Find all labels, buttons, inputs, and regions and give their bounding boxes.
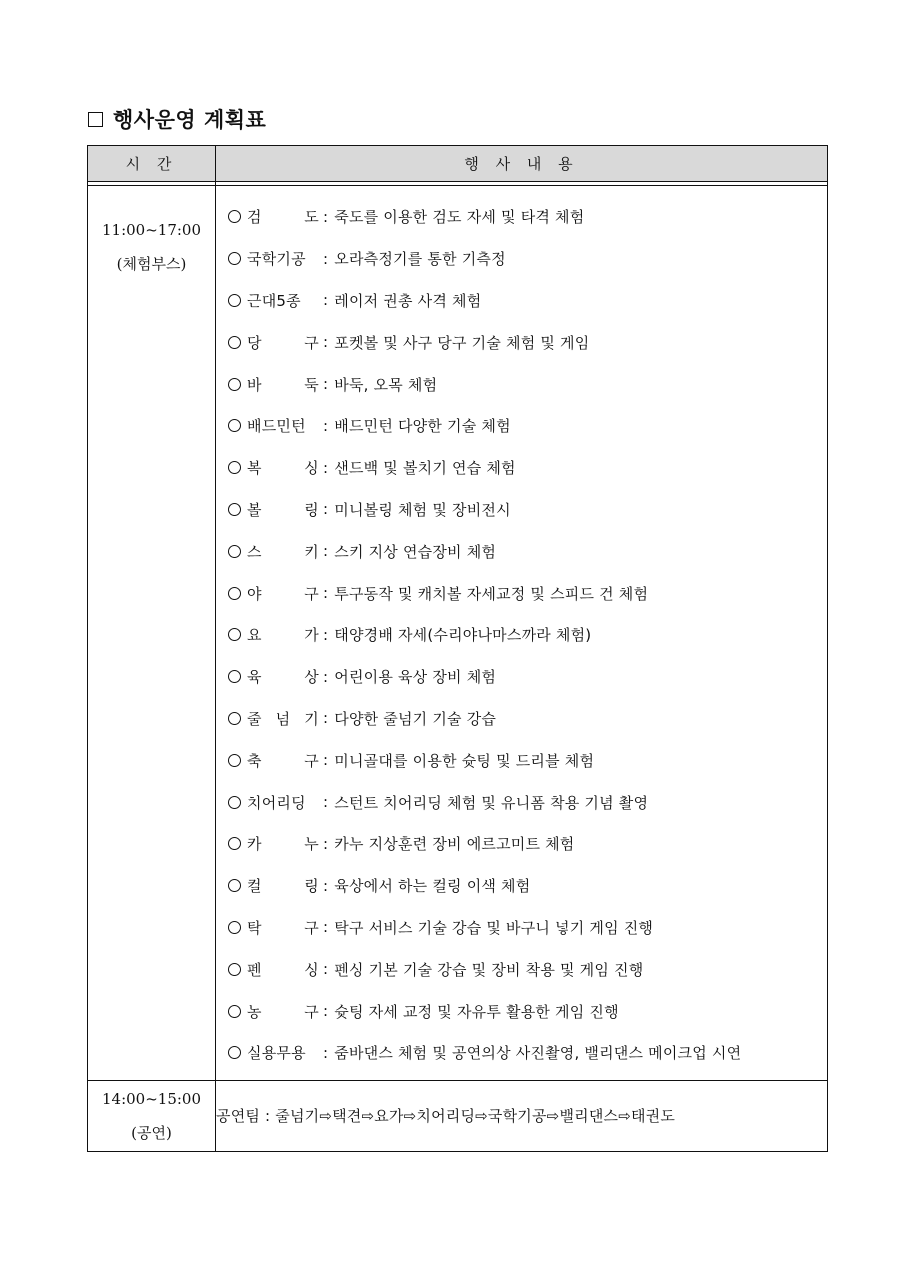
checkbox-square-icon: [88, 112, 103, 127]
circle-bullet-icon: [228, 503, 241, 516]
booth-name: 스 키: [247, 542, 319, 561]
booth-description: 스키 지상 연습장비 체험: [334, 542, 497, 561]
booth-description: 배드민턴 다양한 기술 체험: [334, 417, 511, 436]
circle-bullet-icon: [228, 796, 241, 809]
separator: :: [323, 1002, 329, 1021]
circle-bullet-icon: [228, 712, 241, 725]
separator: :: [323, 751, 329, 770]
circle-bullet-icon: [228, 545, 241, 558]
booth-description: 샌드백 및 볼치기 연습 체험: [334, 459, 516, 478]
separator: :: [323, 625, 329, 644]
list-item: [228, 614, 827, 656]
circle-bullet-icon: [228, 294, 241, 307]
booth-name: 요 가: [247, 626, 319, 645]
list-item: [228, 280, 827, 322]
header-time: 시 간: [88, 146, 216, 182]
booth-description: 줌바댄스 체험 및 공연의상 사진촬영, 밸리댄스 메이크업 시연: [334, 1044, 742, 1063]
booth-content-cell: [216, 186, 827, 1081]
booth-description: 바둑, 오목 체험: [334, 375, 438, 394]
booth-description: 태양경배 자세(수리야나마스까라 체험): [334, 626, 592, 645]
booth-description: 투구동작 및 캐치볼 자세교정 및 스피드 건 체험: [334, 584, 649, 603]
separator: :: [323, 709, 329, 728]
booth-description: 슛팅 자세 교정 및 자유투 활용한 게임 진행: [334, 1002, 619, 1021]
booth-name: 농 구: [247, 1002, 319, 1021]
separator: :: [323, 416, 329, 435]
booth-row: [88, 186, 827, 1081]
title-text: 행사운영 계획표: [113, 108, 267, 132]
list-item: [228, 489, 827, 531]
booth-description: 포켓볼 및 사구 당구 기술 체험 및 게임: [334, 333, 590, 352]
list-item: [228, 907, 827, 949]
booth-name: 축 구: [247, 751, 319, 770]
booth-name: 펜 싱: [247, 960, 319, 979]
booth-description: 스턴트 치어리딩 체험 및 유니폼 착용 기념 촬영: [334, 793, 649, 812]
separator: :: [323, 458, 329, 477]
circle-bullet-icon: [228, 1005, 241, 1018]
list-item: [228, 656, 827, 698]
booth-description: 레이저 권총 사격 체험: [334, 291, 482, 310]
list-item: [228, 447, 827, 489]
separator: :: [323, 542, 329, 561]
booth-name: 국학기공: [247, 250, 306, 269]
list-item: [228, 781, 827, 823]
list-item: [228, 948, 827, 990]
circle-bullet-icon: [228, 754, 241, 767]
separator: :: [323, 834, 329, 853]
list-item: [228, 698, 827, 740]
booth-description: 오라측정기를 통한 기측정: [334, 250, 506, 269]
booth-name: 검 도: [247, 208, 319, 227]
performance-row: [88, 1081, 827, 1151]
table-header-row: [88, 146, 827, 182]
separator: :: [323, 667, 329, 686]
circle-bullet-icon: [228, 628, 241, 641]
performance-time-label: (공연): [131, 1123, 172, 1142]
separator: :: [323, 333, 329, 352]
separator: :: [323, 500, 329, 519]
circle-bullet-icon: [228, 837, 241, 850]
list-item: [228, 196, 827, 238]
performance-time-cell: [88, 1081, 216, 1151]
booth-description: 죽도를 이용한 검도 자세 및 타격 체험: [334, 208, 585, 227]
separator: :: [323, 960, 329, 979]
circle-bullet-icon: [228, 670, 241, 683]
booth-list: [216, 186, 827, 1080]
booth-name: 실용무용: [247, 1044, 306, 1063]
list-item: [228, 990, 827, 1032]
booth-description: 다양한 줄넘기 기술 강습: [334, 709, 497, 728]
booth-name: 볼 링: [247, 500, 319, 519]
booth-name: 탁 구: [247, 918, 319, 937]
circle-bullet-icon: [228, 336, 241, 349]
booth-description: 육상에서 하는 컬링 이색 체험: [334, 877, 531, 896]
list-item: [228, 1032, 827, 1074]
booth-description: 어린이용 육상 장비 체험: [334, 668, 497, 687]
separator: :: [323, 876, 329, 895]
booth-name: 육 상: [247, 668, 319, 687]
circle-bullet-icon: [228, 252, 241, 265]
separator: :: [323, 207, 329, 226]
booth-name: 줄 넘 기: [247, 709, 319, 728]
separator: :: [323, 1043, 329, 1062]
circle-bullet-icon: [228, 879, 241, 892]
list-item: [228, 238, 827, 280]
list-item: [228, 530, 827, 572]
header-content: 행 사 내 용: [216, 146, 827, 182]
booth-name: 컬 링: [247, 877, 319, 896]
list-item: [228, 405, 827, 447]
booth-description: 탁구 서비스 기술 강습 및 바구니 넣기 게임 진행: [334, 918, 654, 937]
booth-name: 배드민턴: [247, 417, 306, 436]
separator: :: [323, 249, 329, 268]
booth-description: 카누 지상훈련 장비 에르고미트 체험: [334, 835, 575, 854]
circle-bullet-icon: [228, 1046, 241, 1059]
document-title: [88, 102, 266, 136]
list-item: [228, 865, 827, 907]
separator: :: [323, 375, 329, 394]
booth-description: 펜싱 기본 기술 강습 및 장비 착용 및 게임 진행: [334, 960, 644, 979]
list-item: [228, 321, 827, 363]
booth-time-cell: [88, 186, 216, 1081]
booth-name: 야 구: [247, 584, 319, 603]
booth-description: 미니볼링 체험 및 장비전시: [334, 500, 511, 519]
circle-bullet-icon: [228, 921, 241, 934]
event-plan-table: [87, 145, 828, 1152]
separator: :: [323, 584, 329, 603]
performance-content: 공연팀 : 줄넘기⇨택견⇨요가⇨치어리딩⇨국학기공⇨밸리댄스⇨태권도: [216, 1107, 676, 1126]
circle-bullet-icon: [228, 378, 241, 391]
booth-name: 근대5종: [247, 291, 301, 310]
booth-time-label: (체험부스): [116, 255, 187, 273]
list-item: [228, 363, 827, 405]
booth-description: 미니골대를 이용한 슛팅 및 드리블 체험: [334, 751, 595, 770]
circle-bullet-icon: [228, 461, 241, 474]
circle-bullet-icon: [228, 963, 241, 976]
booth-name: 바 둑: [247, 375, 319, 394]
circle-bullet-icon: [228, 210, 241, 223]
booth-name: 복 싱: [247, 459, 319, 478]
booth-name: 치어리딩: [247, 793, 306, 812]
separator: :: [323, 291, 329, 310]
performance-time: 14:00~15:00: [101, 1089, 202, 1108]
list-item: [228, 572, 827, 614]
list-item: [228, 823, 827, 865]
separator: :: [323, 793, 329, 812]
list-item: [228, 739, 827, 781]
booth-time: 11:00~17:00: [101, 221, 202, 239]
circle-bullet-icon: [228, 587, 241, 600]
booth-name: 당 구: [247, 333, 319, 352]
separator: :: [323, 918, 329, 937]
booth-name: 카 누: [247, 835, 319, 854]
circle-bullet-icon: [228, 419, 241, 432]
